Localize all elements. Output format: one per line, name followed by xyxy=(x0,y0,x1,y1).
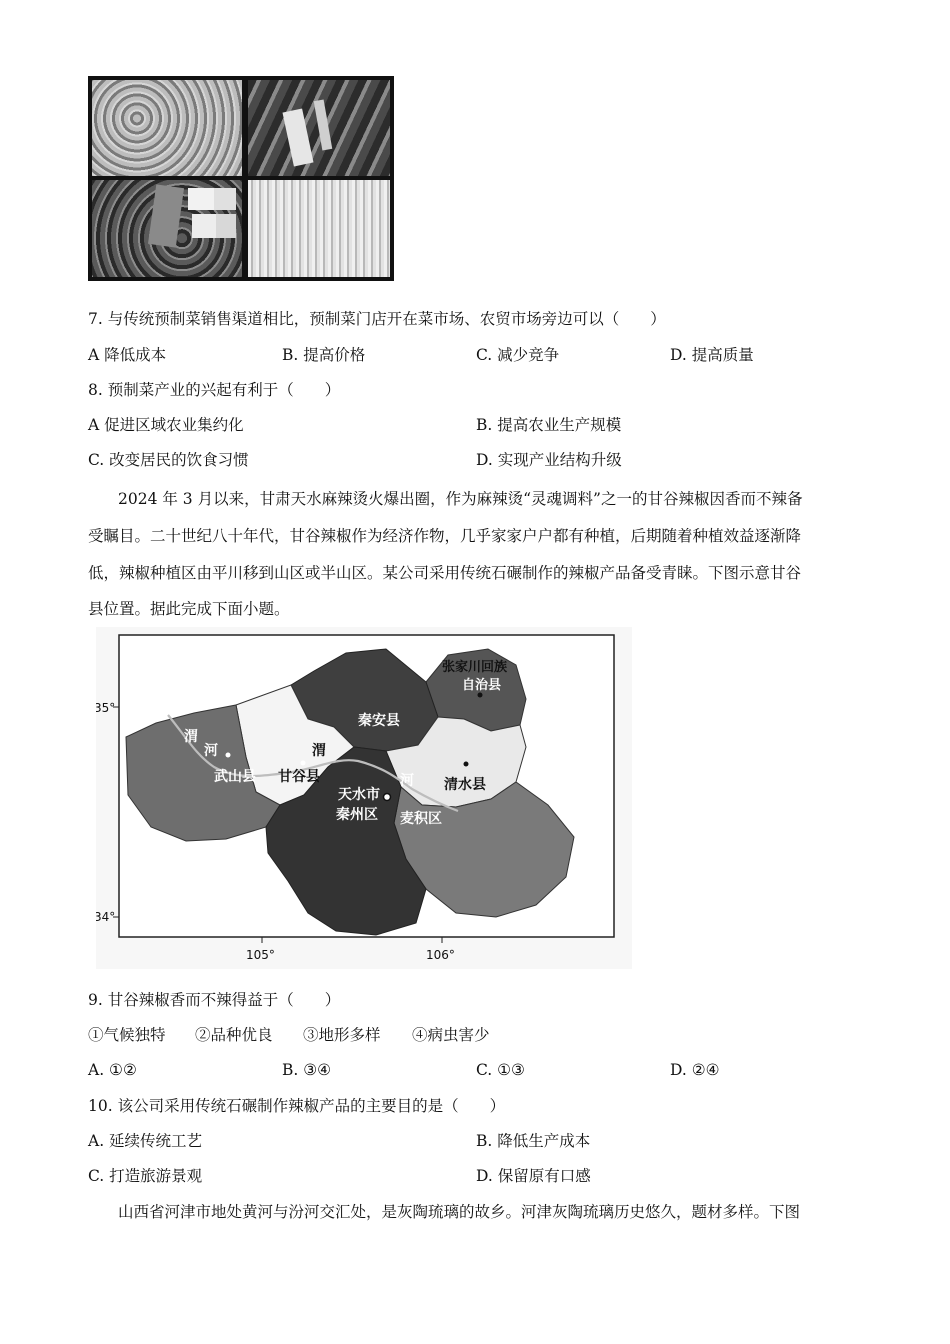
question-9-option-d[interactable]: D. ②④ xyxy=(670,1061,720,1079)
question-9-option-b[interactable]: B. ③④ xyxy=(282,1061,332,1079)
legend-title: 图例 xyxy=(140,841,168,857)
label-gangu: 甘谷县 xyxy=(278,769,320,785)
county-seat-marker-wushan xyxy=(226,753,231,758)
legend-city-label: 市(州)政府驻地 xyxy=(162,879,239,892)
question-7-stem: 7. 与传统预制菜销售渠道相比，预制菜门店开在菜市场、农贸市场旁边可以（ ） xyxy=(88,310,666,328)
passage-1-line-3: 低，辣椒种植区由平川移到山区或半山区。某公司采用传统石碾制作的辣椒产品备受青睐。下图示意甘谷 xyxy=(88,564,802,582)
question-9-stem: 9. 甘谷辣椒香而不辣得益于（ ） xyxy=(88,991,341,1009)
label-wei-1: 渭 xyxy=(184,729,198,745)
label-zhangjiachuan-2: 自治县 xyxy=(462,678,502,693)
lat-35-label: 35° xyxy=(96,701,116,715)
question-7-option-b[interactable]: B. 提高价格 xyxy=(282,346,366,364)
gangu-location-map xyxy=(96,627,632,969)
question-10-option-a[interactable]: A. 延续传统工艺 xyxy=(88,1132,203,1150)
tray-bottom-right xyxy=(248,180,390,277)
question-9-item-3: ③地形多样 xyxy=(303,1026,381,1044)
prepared-food-photo xyxy=(88,76,394,281)
label-wei-2: 渭 xyxy=(312,743,326,759)
label-maiji: 麦积区 xyxy=(400,811,442,827)
question-9-item-4: ④病虫害少 xyxy=(412,1026,490,1044)
question-10-option-c[interactable]: C. 打造旅游景观 xyxy=(88,1167,203,1185)
question-10-option-b[interactable]: B. 降低生产成本 xyxy=(476,1132,591,1150)
passage-1-line-2: 受瞩目。二十世纪八十年代，甘谷辣椒作为经济作物，几乎家家户户都有种植，后期随着种植效益逐渐降 xyxy=(88,527,802,545)
label-zhangjiachuan-1: 张家川回族 xyxy=(442,660,508,675)
legend-county-symbol xyxy=(140,901,145,906)
city-seat-marker-tianshui xyxy=(384,794,391,801)
question-7-option-c[interactable]: C. 减少竞争 xyxy=(476,346,560,364)
tray-top-left xyxy=(92,80,242,176)
question-9-item-1: ①气候独特 xyxy=(88,1026,166,1044)
question-8-option-d[interactable]: D. 实现产业结构升级 xyxy=(476,451,622,469)
label-qinan: 秦安县 xyxy=(358,713,400,729)
county-seat-marker-qingshui xyxy=(464,762,469,767)
question-9-option-c[interactable]: C. ①③ xyxy=(476,1061,525,1079)
legend-county-label: 县(区、市)政府驻地 xyxy=(162,897,261,910)
question-8-stem: 8. 预制菜产业的兴起有利于（ ） xyxy=(88,381,341,399)
label-qingshui: 清水县 xyxy=(444,777,486,793)
label-he-2: 河 xyxy=(400,773,414,789)
map-svg xyxy=(96,627,632,969)
lat-34-label: 34° xyxy=(96,910,116,924)
lon-106-label: 106° xyxy=(426,948,455,962)
question-8-option-b[interactable]: B. 提高农业生产规模 xyxy=(476,416,622,434)
legend-river-label: 河流 xyxy=(162,861,184,874)
question-8-option-a[interactable]: A 促进区域农业集约化 xyxy=(88,416,244,434)
question-9-option-a[interactable]: A. ①② xyxy=(88,1061,137,1079)
county-seat-marker-zhangjiachuan xyxy=(478,693,483,698)
question-7-option-a[interactable]: A 降低成本 xyxy=(88,346,167,364)
tray-bottom-left xyxy=(92,180,242,277)
label-wushan: 武山县 xyxy=(214,769,256,785)
passage-1-line-1: 2024 年 3 月以来，甘肃天水麻辣烫火爆出圈，作为麻辣烫“灵魂调料”之一的甘谷辣椒因香而不辣备 xyxy=(118,490,803,508)
passage-2-line-1: 山西省河津市地处黄河与汾河交汇处，是灰陶琉璃的故乡。河津灰陶琉璃历史悠久，题材多样。下图 xyxy=(118,1203,801,1221)
label-he-1: 河 xyxy=(204,743,218,759)
tray-top-right xyxy=(248,80,390,176)
question-9-item-2: ②品种优良 xyxy=(195,1026,273,1044)
label-tianshui-1: 天水市 xyxy=(338,787,380,803)
passage-1-line-4: 县位置。据此完成下面小题。 xyxy=(88,600,290,618)
question-7-option-d[interactable]: D. 提高质量 xyxy=(670,346,754,364)
label-tianshui-2: 秦州区 xyxy=(336,807,378,823)
county-seat-marker-gangu xyxy=(301,761,306,766)
question-8-option-c[interactable]: C. 改变居民的饮食习惯 xyxy=(88,451,249,469)
lon-105-label: 105° xyxy=(246,948,275,962)
question-10-option-d[interactable]: D. 保留原有口感 xyxy=(476,1167,591,1185)
question-10-stem: 10. 该公司采用传统石碾制作辣椒产品的主要目的是（ ） xyxy=(88,1097,506,1115)
